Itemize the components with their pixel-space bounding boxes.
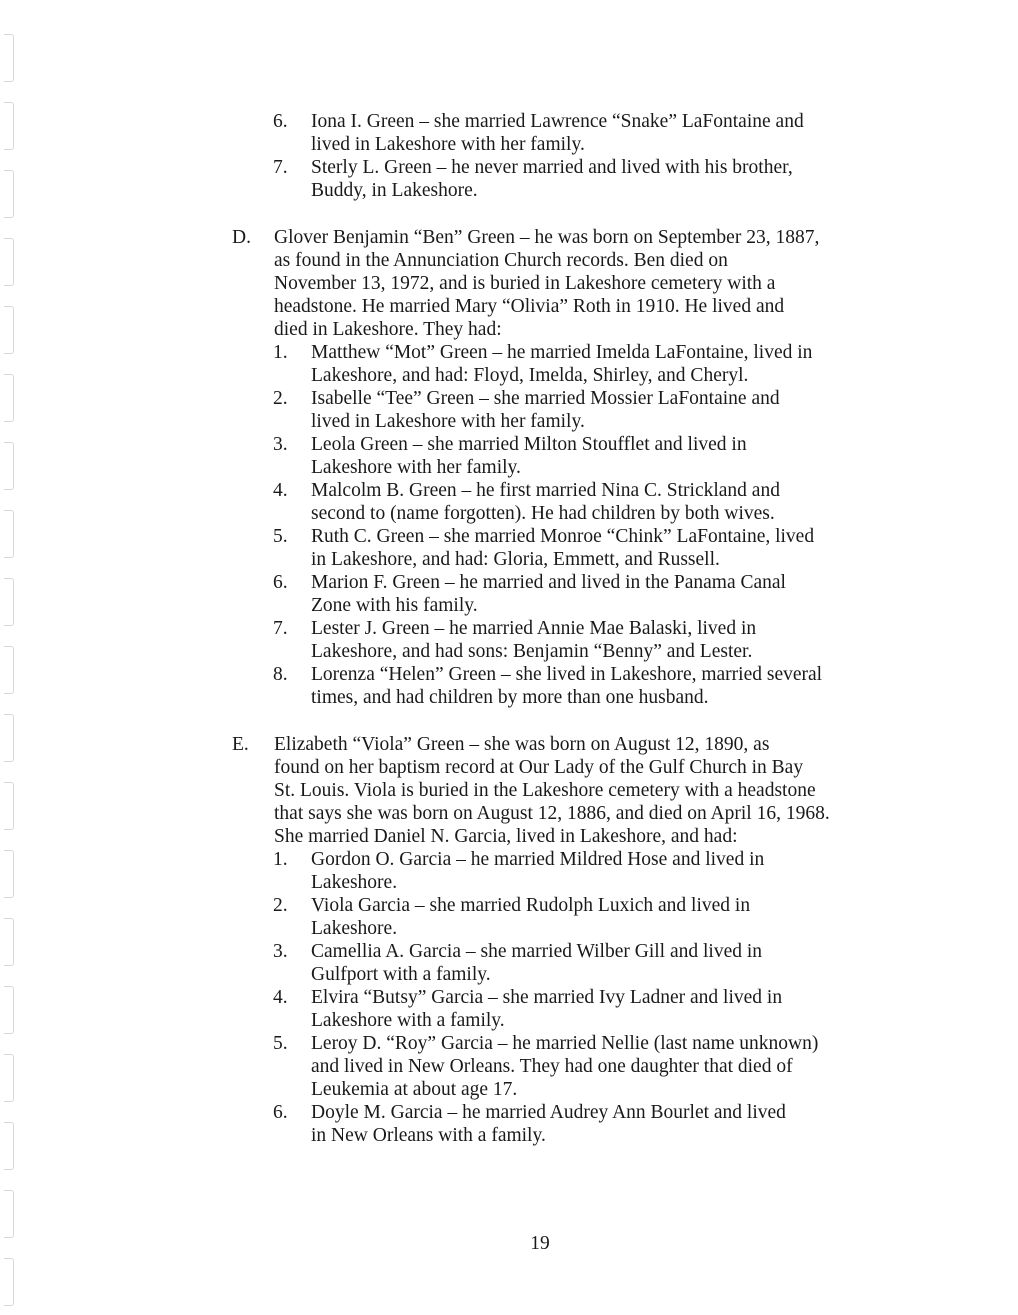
binding-hole: [4, 578, 14, 626]
entry-text: Ruth C. Green – she married Monroe “Chink” LaFontaine, lived in Lakeshore, and had: Gloria, Emmett, and Russell.: [311, 526, 815, 570]
binding-hole: [4, 34, 14, 82]
binding-hole: [4, 170, 14, 218]
binding-hole: [4, 102, 14, 150]
entry-text: Camellia A. Garcia – she married Wilber Gill and lived in Gulfport with a family.: [311, 941, 763, 985]
binding-hole: [4, 510, 14, 558]
section-marker: D.: [232, 227, 251, 248]
entry-text: Lester J. Green – he married Annie Mae Balaski, lived in Lakeshore, and had sons: Benjamin “Benny” and Lester.: [311, 618, 757, 662]
list-marker: 7.: [273, 157, 288, 178]
list-marker: 3.: [273, 941, 288, 962]
entry-text: Marion F. Green – he married and lived in the Panama Canal Zone with his family.: [311, 572, 786, 616]
binding-hole: [4, 238, 14, 286]
section-marker: E.: [232, 734, 249, 755]
entry-text: Iona I. Green – she married Lawrence “Snake” LaFontaine and lived in Lakeshore with her family.: [311, 111, 804, 155]
entry-text: Viola Garcia – she married Rudolph Luxich and lived in Lakeshore.: [311, 895, 751, 939]
entry-text: Matthew “Mot” Green – he married Imelda LaFontaine, lived in Lakeshore, and had: Floyd, Imelda, Shirley, and Cheryl.: [311, 342, 813, 386]
binding-hole: [4, 1190, 14, 1238]
list-marker: 2.: [273, 895, 288, 916]
binding-hole: [4, 1122, 14, 1170]
list-marker: 6.: [273, 1102, 288, 1123]
page-number: 19: [530, 1233, 550, 1254]
entry-text: Isabelle “Tee” Green – she married Mossier LaFontaine and lived in Lakeshore with her family.: [311, 388, 780, 432]
list-marker: 6.: [273, 572, 288, 593]
entry-text: Malcolm B. Green – he first married Nina C. Strickland and second to (name forgotten). He had children by both wives.: [311, 480, 780, 524]
binding-hole: [4, 782, 14, 830]
list-marker: 7.: [273, 618, 288, 639]
binding-hole: [4, 986, 14, 1034]
entry-text: Gordon O. Garcia – he married Mildred Hose and lived in Lakeshore.: [311, 849, 765, 893]
list-marker: 5.: [273, 1033, 288, 1054]
entry-text: Lorenza “Helen” Green – she lived in Lakeshore, married several times, and had children by more than one husband.: [311, 664, 823, 708]
list-marker: 2.: [273, 388, 288, 409]
binding-hole: [4, 850, 14, 898]
entry-text: Elizabeth “Viola” Green – she was born on August 12, 1890, as found on her baptism record at Our Lady of the Gulf Church in Bay St. Louis. Viola is buried in the Lakeshore cemetery with a headstone that says she was born on August 12, 1886, and died on April 16, 1968. She married Daniel N. Garcia, lived in Lakeshore, and had:: [274, 734, 830, 847]
list-marker: 3.: [273, 434, 288, 455]
list-marker: 1.: [273, 342, 288, 363]
binding-hole: [4, 1258, 14, 1306]
binding-holes: [0, 0, 20, 1315]
entry-text: Elvira “Butsy” Garcia – she married Ivy Ladner and lived in Lakeshore with a family.: [311, 987, 783, 1031]
binding-hole: [4, 1054, 14, 1102]
binding-hole: [4, 374, 14, 422]
list-marker: 4.: [273, 987, 288, 1008]
list-marker: 4.: [273, 480, 288, 501]
binding-hole: [4, 714, 14, 762]
binding-hole: [4, 442, 14, 490]
entry-text: Leroy D. “Roy” Garcia – he married Nellie (last name unknown) and lived in New Orleans. They had one daughter that died of Leukemia at about age 17.: [311, 1033, 819, 1100]
entry-text: Doyle M. Garcia – he married Audrey Ann Bourlet and lived in New Orleans with a family.: [311, 1102, 786, 1146]
list-marker: 6.: [273, 111, 288, 132]
list-marker: 1.: [273, 849, 288, 870]
binding-hole: [4, 918, 14, 966]
binding-hole: [4, 646, 14, 694]
entry-text: Leola Green – she married Milton Stoufflet and lived in Lakeshore with her family.: [311, 434, 747, 478]
binding-hole: [4, 306, 14, 354]
entry-text: Glover Benjamin “Ben” Green – he was born on September 23, 1887, as found in the Annunciation Church records. Ben died on November 13, 1972, and is buried in Lakeshore cemetery with a headstone. He married Mary “Olivia” Roth in 1910. He lived and died in Lakeshore. They had:: [274, 227, 820, 340]
entry-text: Sterly L. Green – he never married and lived with his brother, Buddy, in Lakeshore.: [311, 157, 793, 201]
list-marker: 5.: [273, 526, 288, 547]
list-marker: 8.: [273, 664, 288, 685]
